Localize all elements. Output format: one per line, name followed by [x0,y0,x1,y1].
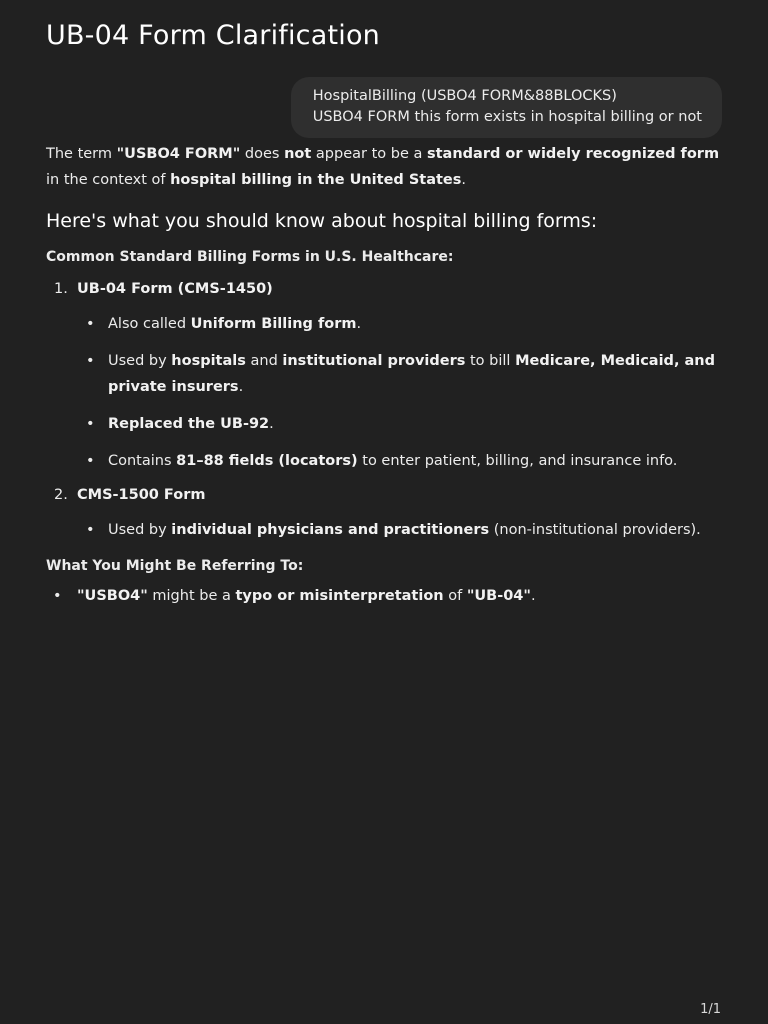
bullet-bold: "USBO4" [77,588,148,604]
form-list-item-ub04 [46,278,726,300]
bullet-bold: typo or misinterpretation [235,588,444,604]
form-name: CMS-1500 Form [77,487,206,503]
bullet-text: (non-institutional providers). [489,522,701,538]
user-message-bubble [291,77,722,138]
bullet-item [46,348,726,400]
bullet-dot-icon: • [53,588,62,604]
bullet-bold: hospitals [171,353,246,369]
intro-text: does [240,146,285,162]
list-number: 1. [54,281,68,297]
form-list-item-cms1500 [46,484,726,506]
intro-text: . [461,172,467,188]
bullet-text: Used by [108,353,172,369]
bullet-dot-icon: • [86,353,95,369]
bullet-bold: Uniform Billing form [190,316,357,332]
page-indicator: 1/1 [700,1002,721,1017]
bullet-bold: "UB-04" [466,588,531,604]
bullet-text: and [245,353,283,369]
bullet-bold: Medicare, Medicaid, and private insurers [108,353,715,395]
bullet-item [46,583,726,609]
user-message-line-1: HospitalBilling (USBO4 FORM&88BLOCKS) [312,88,617,104]
bullet-text: of [443,588,467,604]
intro-text: The term [46,146,117,162]
bullet-text: to enter patient, billing, and insurance info. [357,453,678,469]
intro-paragraph [46,141,726,193]
intro-text: appear to be a [311,146,427,162]
bullet-text: Used by [108,522,172,538]
bullet-text: Also called [108,316,191,332]
form-name: UB-04 Form (CMS-1450) [77,281,273,297]
bullet-text: . [530,588,536,604]
intro-bold: not [284,146,312,162]
bullet-text: to bill [465,353,516,369]
bullet-dot-icon: • [86,316,95,332]
intro-bold: "USBO4 FORM" [116,146,241,162]
intro-bold: hospital billing in the United States [170,172,462,188]
page-title: UB-04 Form Clarification [46,20,380,51]
bullet-item [46,411,726,437]
user-message-line-2: USBO4 FORM this form exists in hospital billing or not [312,109,702,125]
subheading-common-forms: Common Standard Billing Forms in U.S. Healthcare: [46,249,454,265]
assistant-response [46,141,726,609]
bullet-text: Contains [108,453,177,469]
bullet-bold: individual physicians and practitioners [171,522,490,538]
bullet-bold: 81–88 fields (locators) [176,453,358,469]
section-heading: Here's what you should know about hospital billing forms: [46,210,598,232]
bullet-item [46,448,726,474]
bullet-text: might be a [147,588,236,604]
intro-bold: standard or widely recognized form [426,146,720,162]
bullet-dot-icon: • [86,416,95,432]
subheading-referring: What You Might Be Referring To: [46,558,304,574]
bullet-text: . [238,379,244,395]
bullet-dot-icon: • [86,453,95,469]
bullet-item [46,311,726,337]
bullet-bold: Replaced the UB-92 [108,416,270,432]
bullet-text: . [356,316,362,332]
bullet-text: . [269,416,274,432]
intro-text: in the context of [46,172,171,188]
list-number: 2. [54,487,68,503]
bullet-dot-icon: • [86,522,95,538]
bullet-bold: institutional providers [282,353,466,369]
bullet-item [46,517,726,543]
